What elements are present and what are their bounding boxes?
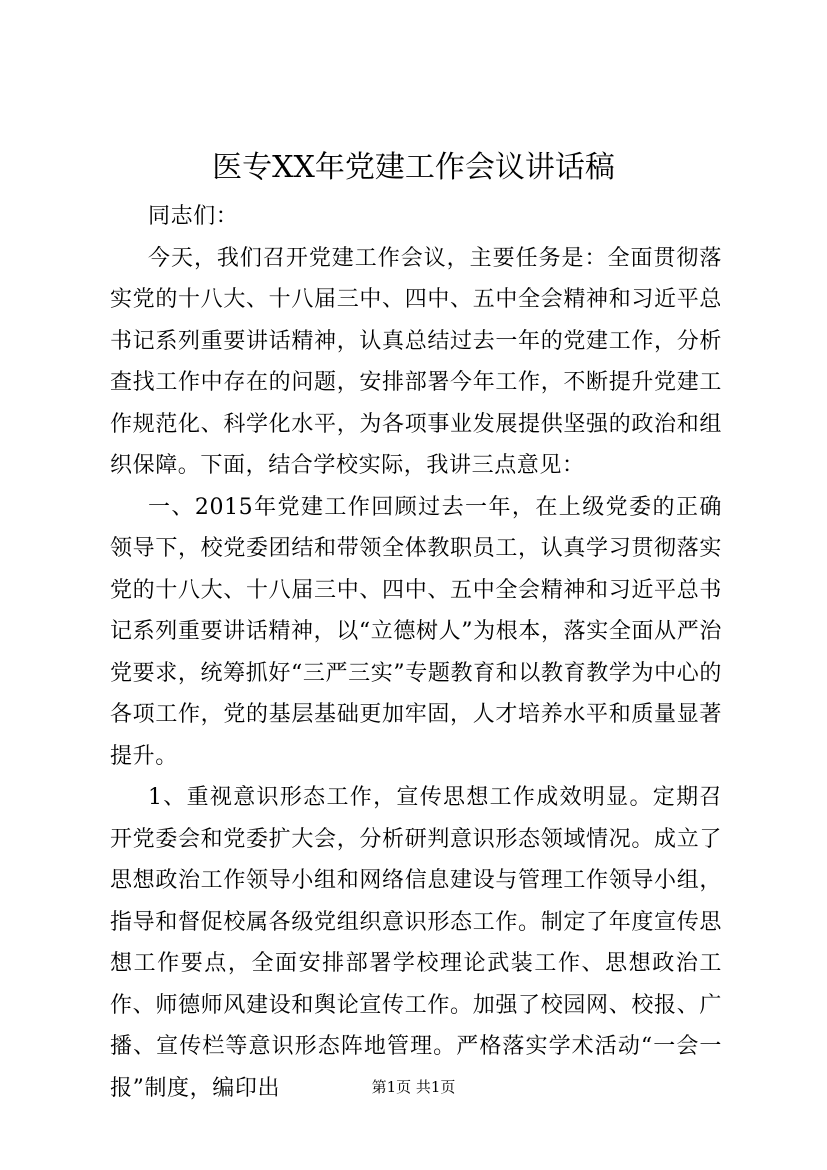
page-number: 第1页 共1页 <box>371 1078 456 1096</box>
paragraph-review-2015: 一、2015年党建工作回顾过去一年，在上级党委的正确领导下，校党委团结和带领全体教职员工，认真学习贯彻落实党的十八大、十八届三中、四中、五中全会精神和习近平总书记系列重要讲话精神，以“立德树人”为根本，落实全面从严治党要求，统筹抓好“三严三实”专题教育和以教育教学为中心的各项工作，党的基层基础更加牢固，人才培养水平和质量显著提升。 <box>110 494 722 769</box>
paragraph-ideology-work: 1、重视意识形态工作，宣传思想工作成效明显。定期召开党委会和党委扩大会，分析研判意识形态领域情况。成立了思想政治工作领导小组和网络信息建设与管理工作领导小组，指导和督促校属各级党组织意识形态工作。制定了年度宣传思想工作要点，全面安排部署学校理论武装工作、思想政治工作、师德师风建设和舆论宣传工作。加强了校园网、校报、广播、宣传栏等意识形态阵地管理。严格落实学术活动“一会一报”制度，编印出 <box>110 785 722 1101</box>
document-title: 医专XX年党建工作会议讲话稿 <box>212 150 615 185</box>
document-body <box>110 196 722 1109</box>
paragraph-intro: 今天，我们召开党建工作会议，主要任务是：全面贯彻落实党的十八大、十八届三中、四中、五中全会精神和习近平总书记系列重要讲话精神，认真总结过去一年的党建工作，分析查找工作中存在的问题，安排部署今年工作，不断提升党建工作规范化、科学化水平，为各项事业发展提供坚强的政治和组织保障。下面，结合学校实际，我讲三点意见： <box>110 245 722 478</box>
greeting: 同志们： <box>148 204 239 229</box>
